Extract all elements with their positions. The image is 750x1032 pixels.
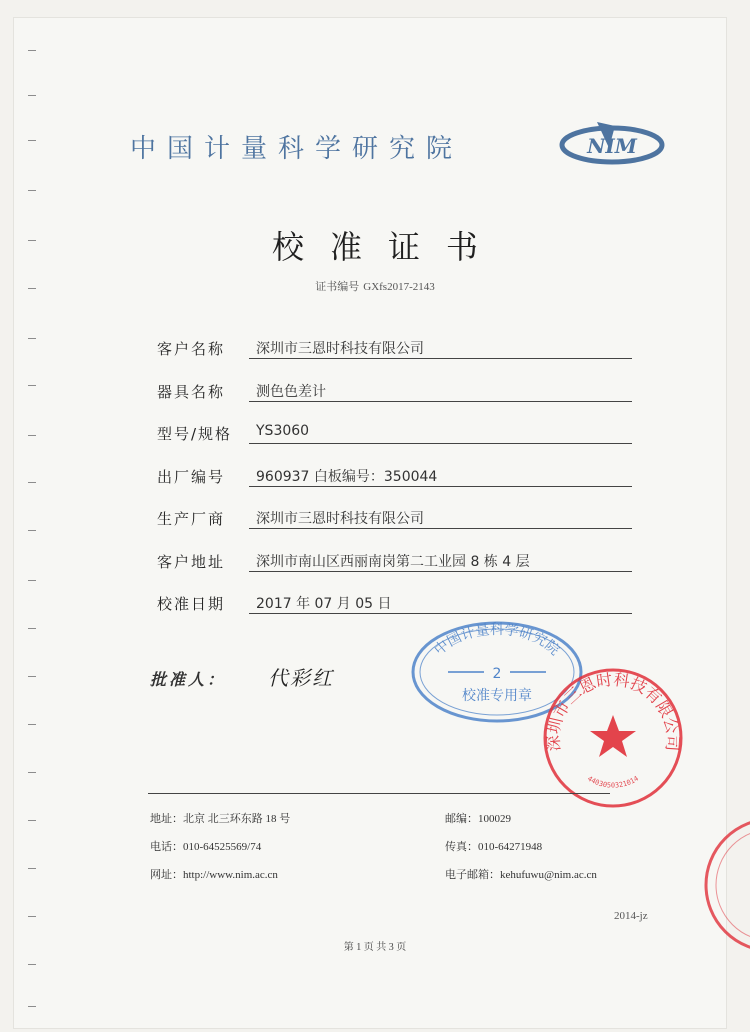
field-label: 器具名称 xyxy=(157,382,226,401)
company-seal-text: 深圳市三恩时科技有限公司 xyxy=(543,669,683,752)
footer-postcode: 邮编：100029 xyxy=(445,813,511,825)
certificate-number-label: 证书编号 xyxy=(315,281,360,293)
field-underline xyxy=(249,486,632,487)
company-seal-code: 4403050321014 xyxy=(585,774,641,790)
approver-signature: 代彩红 xyxy=(268,666,334,690)
field-label: 生产厂商 xyxy=(157,510,226,528)
field-value: YS3060 xyxy=(256,423,310,439)
field-label: 客户名称 xyxy=(157,340,226,358)
field-underline xyxy=(249,571,632,572)
nim-logo xyxy=(557,118,667,166)
field-row-model xyxy=(157,419,632,462)
field-underline xyxy=(249,401,632,402)
field-value: 深圳市南山区西丽南岗第二工业园 8 栋 4 层 xyxy=(256,553,530,570)
document-title: 校准证书 xyxy=(271,228,504,266)
footer-fax: 传真：010-64271948 xyxy=(445,841,543,853)
nim-logo-text: NIM xyxy=(587,134,637,158)
field-value: 深圳市三恩时科技有限公司 xyxy=(256,341,424,357)
field-row-serial-number xyxy=(157,462,632,505)
field-underline xyxy=(249,528,632,529)
field-row-customer-address xyxy=(157,547,632,590)
footer-divider xyxy=(148,793,610,794)
seal-bottom-text: 校准专用章 xyxy=(462,688,532,704)
field-label: 型号/规格 xyxy=(157,425,233,443)
field-label: 校准日期 xyxy=(157,595,226,613)
footer-email: 电子邮箱：kehufuwu@nim.ac.cn xyxy=(445,869,597,881)
certificate-number xyxy=(0,278,750,294)
field-value: 深圳市三恩时科技有限公司 xyxy=(256,511,424,527)
footer-website: 网址：http://www.nim.ac.cn xyxy=(150,869,278,881)
seal-number: 2 xyxy=(492,666,502,682)
field-label: 客户地址 xyxy=(157,552,226,571)
field-underline xyxy=(249,358,632,359)
company-seal-stamp xyxy=(540,665,686,811)
field-value: 2017 年 07 月 05 日 xyxy=(256,596,392,612)
certificate-fields xyxy=(157,334,632,632)
institute-name: 中国计量科学研究院 xyxy=(130,134,464,164)
field-row-customer-name xyxy=(157,334,632,377)
field-value: 960937 白板编号：350044 xyxy=(256,468,438,485)
field-label: 出厂编号 xyxy=(157,467,226,486)
field-value: 测色色差计 xyxy=(256,383,326,400)
footer-phone: 电话：010-64525569/74 xyxy=(150,841,262,853)
approver-label: 批准人： xyxy=(150,670,227,689)
field-underline xyxy=(249,443,632,444)
page-number: 第 1 页 共 3 页 xyxy=(343,942,407,953)
footer-address: 地址：北京 北三环东路 18 号 xyxy=(150,813,291,825)
certificate-number-value: GXfs2017-2143 xyxy=(363,281,435,293)
paper-edge-marks xyxy=(28,40,42,1020)
form-code: 2014-jz xyxy=(614,910,648,922)
field-underline xyxy=(249,613,632,614)
field-row-instrument-name xyxy=(157,377,632,420)
field-row-manufacturer xyxy=(157,504,632,547)
star-icon xyxy=(590,715,636,757)
seal-top-text: 中国计量科学研究院 xyxy=(431,622,563,659)
